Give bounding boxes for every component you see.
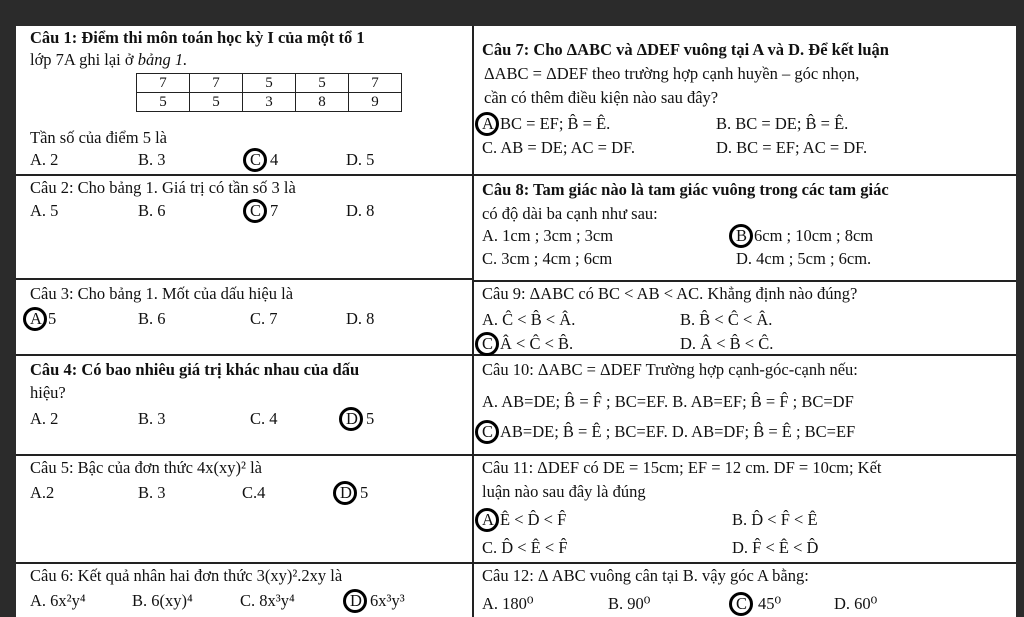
q8-option-b[interactable]: B bbox=[736, 226, 748, 245]
table-row bbox=[137, 93, 402, 112]
q12-option-b[interactable]: B. 90⁰ bbox=[608, 594, 651, 613]
q2-option-d[interactable]: D. 8 bbox=[346, 201, 375, 220]
q11-option-d[interactable]: D. F̂ < Ê < D̂ bbox=[732, 538, 819, 557]
q3-option-b[interactable]: B. 6 bbox=[138, 309, 166, 328]
q10-options-cd[interactable]: AB=DE; B̂ = Ê ; BC=EF. D. AB=DF; B̂ = Ê ; BC=EF bbox=[500, 422, 856, 441]
table-cell: 5 bbox=[243, 74, 296, 93]
q1-option-d[interactable]: D. 5 bbox=[346, 150, 375, 169]
q11-option-c[interactable]: C. D̂ < Ê < F̂ bbox=[482, 538, 568, 557]
frequency-table bbox=[136, 73, 402, 112]
q6-option-b[interactable]: B. 6(xy)⁴ bbox=[132, 591, 193, 610]
q6-option-c[interactable]: C. 8x³y⁴ bbox=[240, 591, 295, 610]
q7-option-a[interactable]: A bbox=[482, 114, 494, 133]
row-divider bbox=[474, 562, 1016, 564]
q7-question-line2: ΔABC = ΔDEF theo trường hợp cạnh huyền – góc nhọn, bbox=[484, 64, 860, 83]
q4-question: Câu 4: Có bao nhiêu giá trị khác nhau của dấu bbox=[30, 360, 360, 379]
q7-option-a-value: BC = EF; B̂ = Ê. bbox=[500, 114, 611, 133]
q9-option-b[interactable]: B. B̂ < Ĉ < Â. bbox=[680, 310, 773, 329]
table-row bbox=[137, 74, 402, 93]
q4-option-a[interactable]: A. 2 bbox=[30, 409, 59, 428]
q1-line2: lớp 7A ghi lại ở bảng 1. bbox=[30, 50, 188, 69]
q1-option-b[interactable]: B. 3 bbox=[138, 150, 166, 169]
q11-question-line2: luận nào sau đây là đúng bbox=[482, 482, 646, 501]
q1-option-c-value: 4 bbox=[270, 150, 279, 169]
answer-circle-mark bbox=[343, 589, 367, 613]
q11-option-a[interactable]: A bbox=[482, 510, 494, 529]
q9-question: Câu 9: ΔABC có BC < AB < AC. Khẳng định nào đúng? bbox=[482, 284, 858, 303]
table-cell: 7 bbox=[349, 74, 402, 93]
answer-circle-mark bbox=[243, 148, 267, 172]
q3-option-c[interactable]: C. 7 bbox=[250, 309, 278, 328]
q6-option-d-value: 6x³y³ bbox=[370, 591, 405, 610]
q1-option-a[interactable]: A. 2 bbox=[30, 150, 59, 169]
q7-option-d[interactable]: D. BC = EF; AC = DF. bbox=[716, 138, 868, 157]
q9-option-c[interactable]: C bbox=[482, 334, 494, 353]
q4-option-b[interactable]: B. 3 bbox=[138, 409, 166, 428]
q5-question: Câu 5: Bậc của đơn thức 4x(xy)² là bbox=[30, 458, 263, 477]
answer-circle-mark bbox=[339, 407, 363, 431]
q2-question: Câu 2: Cho bảng 1. Giá trị có tần số 3 là bbox=[30, 178, 296, 197]
answer-circle-mark bbox=[475, 420, 499, 444]
q1-title: Câu 1: Điểm thi môn toán học kỳ I của một tổ 1 bbox=[30, 28, 365, 47]
q7-option-b[interactable]: B. BC = DE; B̂ = Ê. bbox=[716, 114, 849, 133]
q9-option-d[interactable]: D. Â < B̂ < Ĉ. bbox=[680, 334, 774, 353]
table-cell: 9 bbox=[349, 93, 402, 112]
q8-option-d[interactable]: D. 4cm ; 5cm ; 6cm. bbox=[736, 249, 872, 268]
q11-option-b[interactable]: B. D̂ < F̂ < Ê bbox=[732, 510, 818, 529]
q11-option-a-value: Ê < D̂ < F̂ bbox=[500, 510, 567, 529]
q5-option-d-value: 5 bbox=[360, 483, 369, 502]
q10-option-c[interactable]: C bbox=[482, 422, 494, 441]
q2-option-c[interactable]: C bbox=[250, 201, 262, 220]
answer-circle-mark bbox=[729, 592, 753, 616]
row-divider bbox=[16, 562, 472, 564]
q8-question: Câu 8: Tam giác nào là tam giác vuông trong các tam giác bbox=[482, 180, 889, 199]
q5-option-d[interactable]: D bbox=[340, 483, 352, 502]
q6-option-a[interactable]: A. 6x²y⁴ bbox=[30, 591, 86, 610]
row-divider bbox=[474, 454, 1016, 456]
row-divider bbox=[474, 354, 1016, 356]
q12-option-a[interactable]: A. 180⁰ bbox=[482, 594, 534, 613]
q11-question: Câu 11: ΔDEF có DE = 15cm; EF = 12 cm. DF = 10cm; Kết bbox=[482, 458, 882, 477]
column-divider bbox=[472, 26, 474, 617]
q2-option-a[interactable]: A. 5 bbox=[30, 201, 59, 220]
q12-option-d[interactable]: D. 60⁰ bbox=[834, 594, 878, 613]
table-cell: 7 bbox=[190, 74, 243, 93]
q8-option-b-value: 6cm ; 10cm ; 8cm bbox=[754, 226, 874, 245]
answer-circle-mark bbox=[333, 481, 357, 505]
row-divider bbox=[16, 278, 472, 280]
q9-option-c-value: Â < Ĉ < B̂. bbox=[500, 334, 574, 353]
q10-question: Câu 10: ΔABC = ΔDEF Trường hợp cạnh-góc-cạnh nếu: bbox=[482, 360, 858, 379]
q5-option-c[interactable]: C.4 bbox=[242, 483, 266, 502]
q12-question: Câu 12: Δ ABC vuông cân tại B. vậy góc A bằng: bbox=[482, 566, 809, 585]
table-cell: 3 bbox=[243, 93, 296, 112]
q4-option-d-value: 5 bbox=[366, 409, 375, 428]
table-cell: 7 bbox=[137, 74, 190, 93]
table-cell: 8 bbox=[296, 93, 349, 112]
q4-option-d[interactable]: D bbox=[346, 409, 358, 428]
q7-question: Câu 7: Cho ΔABC và ΔDEF vuông tại A và D. Để kết luận bbox=[482, 40, 889, 59]
q7-question-line3: cần có thêm điều kiện nào sau đây? bbox=[484, 88, 719, 107]
q8-option-c[interactable]: C. 3cm ; 4cm ; 6cm bbox=[482, 249, 613, 268]
q12-option-c-value: 45⁰ bbox=[758, 594, 782, 613]
answer-circle-mark bbox=[475, 332, 499, 356]
row-divider bbox=[16, 454, 472, 456]
answer-circle-mark bbox=[729, 224, 753, 248]
q3-option-a[interactable]: A bbox=[30, 309, 42, 328]
table-cell: 5 bbox=[190, 93, 243, 112]
q10-options-ab[interactable]: A. AB=DE; B̂ = F̂ ; BC=EF. B. AB=EF; B̂ = F̂ ; BC=DF bbox=[482, 392, 854, 411]
quiz-sheet bbox=[16, 26, 1016, 617]
answer-circle-mark bbox=[475, 112, 499, 136]
row-divider bbox=[474, 174, 1016, 176]
q9-option-a[interactable]: A. Ĉ < B̂ < Â. bbox=[482, 310, 576, 329]
q4-question-line2: hiệu? bbox=[30, 383, 66, 402]
row-divider bbox=[16, 174, 472, 176]
q8-option-a[interactable]: A. 1cm ; 3cm ; 3cm bbox=[482, 226, 614, 245]
answer-circle-mark bbox=[23, 307, 47, 331]
q6-option-d[interactable]: D bbox=[350, 591, 362, 610]
q2-option-b[interactable]: B. 6 bbox=[138, 201, 166, 220]
row-divider bbox=[16, 354, 472, 356]
q5-option-b[interactable]: B. 3 bbox=[138, 483, 166, 502]
q3-question: Câu 3: Cho bảng 1. Mốt của dấu hiệu là bbox=[30, 284, 294, 303]
table-cell: 5 bbox=[296, 74, 349, 93]
q6-question: Câu 6: Kết quả nhân hai đơn thức 3(xy)².2xy là bbox=[30, 566, 343, 585]
q5-option-a[interactable]: A.2 bbox=[30, 483, 55, 502]
q12-option-c[interactable]: C bbox=[736, 594, 748, 613]
q4-option-c[interactable]: C. 4 bbox=[250, 409, 278, 428]
table-cell: 5 bbox=[137, 93, 190, 112]
q3-option-a-value: 5 bbox=[48, 309, 57, 328]
row-divider bbox=[474, 280, 1016, 282]
answer-circle-mark bbox=[475, 508, 499, 532]
q3-option-d[interactable]: D. 8 bbox=[346, 309, 375, 328]
answer-circle-mark bbox=[243, 199, 267, 223]
q1-option-c[interactable]: C bbox=[250, 150, 262, 169]
q8-question-line2: có độ dài ba cạnh như sau: bbox=[482, 204, 658, 223]
q1-question: Tần số của điểm 5 là bbox=[30, 128, 167, 147]
q7-option-c[interactable]: C. AB = DE; AC = DF. bbox=[482, 138, 635, 157]
q2-option-c-value: 7 bbox=[270, 201, 279, 220]
